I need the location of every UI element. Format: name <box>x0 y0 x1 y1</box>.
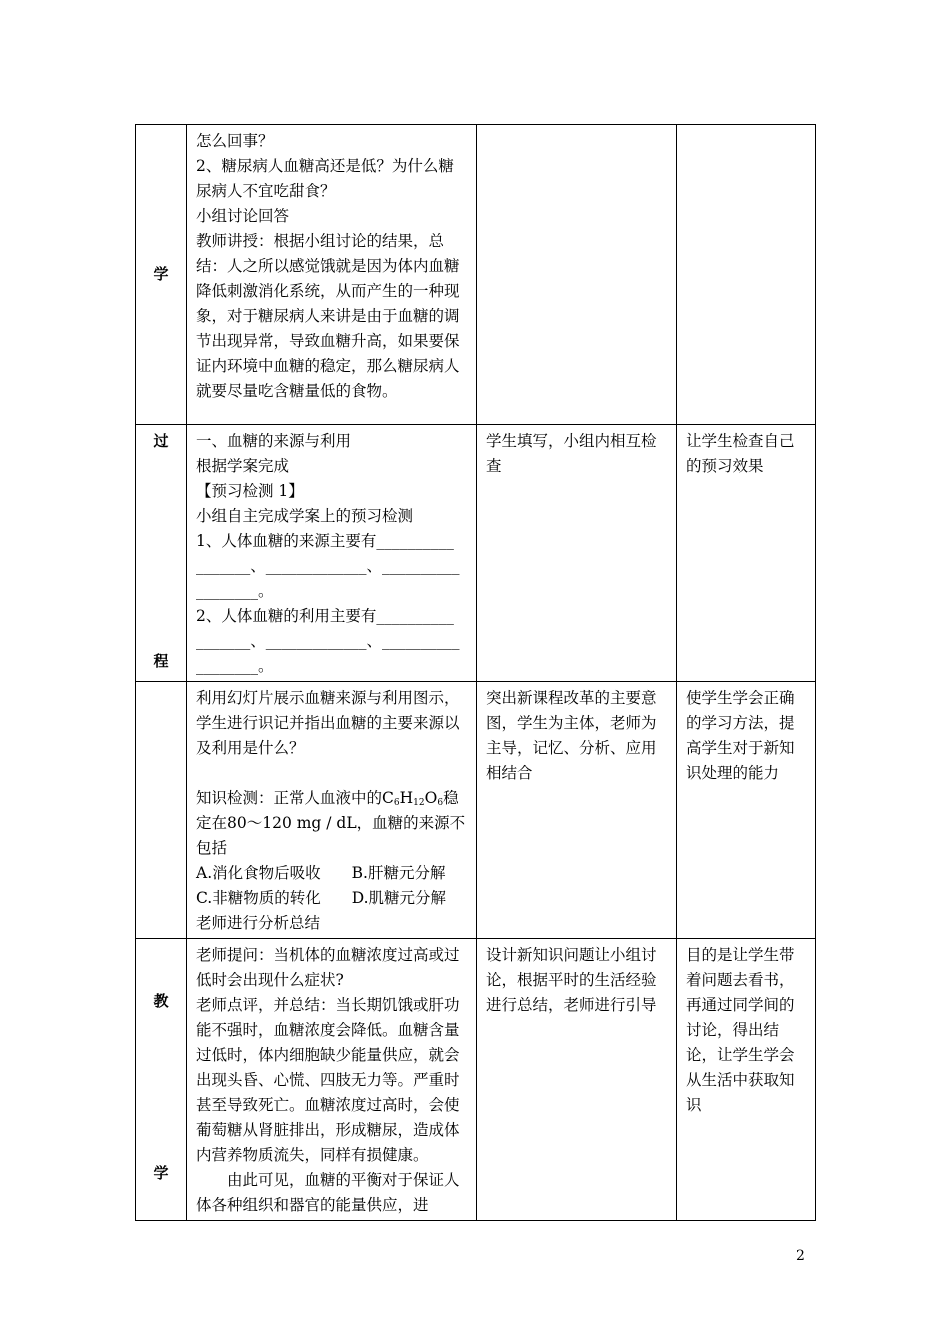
content-cell <box>187 939 477 1221</box>
option-line: A.消化食物后吸收 B.肝糖元分解 <box>196 864 446 882</box>
text-line: 由此可见，血糖的平衡对于保证人体各种组织和器官的能量供应，进 <box>196 1171 460 1214</box>
side-label-cell <box>136 682 187 939</box>
text-line: 【预习检测 1】 <box>196 482 304 500</box>
text-line: 一、血糖的来源与利用 <box>196 432 352 450</box>
text-line: 小组讨论回答 <box>196 207 290 225</box>
text-line: 老师提问：当机体的血糖浓度过高或过低时会出现什么症状? <box>196 946 460 989</box>
lesson-plan-table <box>135 124 816 1221</box>
side-label-jiao: 教 <box>153 992 169 1010</box>
side-label-xue: 学 <box>153 1164 169 1182</box>
side-label-cheng: 程 <box>153 652 169 670</box>
text-line: 1、人体血糖的来源主要有__________ <box>196 532 454 550</box>
content-cell <box>187 125 477 425</box>
activity-cell: 学生填写，小组内相互检查 <box>477 425 677 682</box>
intent-cell <box>677 125 816 425</box>
side-label-cell <box>136 125 187 425</box>
activity-cell: 突出新课程改革的主要意图，学生为主体，老师为主导，记忆、分析、应用相结合 <box>477 682 677 939</box>
blank-line <box>196 761 468 786</box>
text-line: 2、糖尿病人血糖高还是低？为什么糖尿病人不宜吃甜食？ <box>196 157 454 200</box>
text-line: 小组自主完成学案上的预习检测 <box>196 507 414 525</box>
text-line: ________。 <box>196 657 274 675</box>
table-row <box>136 425 816 682</box>
text-line: 2、人体血糖的利用主要有__________ <box>196 607 454 625</box>
side-label-cell <box>136 939 187 1221</box>
table-row <box>136 682 816 939</box>
intent-cell: 使学生学会正确的学习方法，提高学生对于新知识处理的能力 <box>677 682 816 939</box>
intent-cell: 让学生检查自己的预习效果 <box>677 425 816 682</box>
text-line: 老师进行分析总结 <box>196 914 321 932</box>
table-row <box>136 939 816 1221</box>
intent-cell: 目的是让学生带着问题去看书，再通过同学间的讨论，得出结论，让学生学会从生活中获取知识 <box>677 939 816 1221</box>
text-line: _______、_____________、__________ <box>196 632 460 650</box>
text-line: 老师点评，并总结：当长期饥饿或肝功能不强时，血糖浓度会降低。血糖含量过低时，体内细胞缺少能量供应，就会出现头昏、心慌、四肢无力等。严重时甚至导致死亡。血糖浓度过高时，会使葡萄糖从肾脏排出，形成糖尿，造成体内营养物质流失，同样有损健康。 <box>196 996 460 1164</box>
text-line: 教师讲授：根据小组讨论的结果，总结：人之所以感觉饿就是因为体内血糖降低刺激消化系统，从而产生的一种现象，对于糖尿病人来讲是由于血糖的调节出现异常，导致血糖升高，如果要保证内环境中血糖的稳定，那么糖尿病人就要尽量吃含糖量低的食物。 <box>196 232 460 400</box>
text-line: 根据学案完成 <box>196 457 290 475</box>
option-line: C.非糖物质的转化 D.肌糖元分解 <box>196 889 447 907</box>
side-label-xue: 学 <box>153 265 169 283</box>
table-row <box>136 125 816 425</box>
text-line: ________。 <box>196 582 274 600</box>
page-number: 2 <box>796 1248 805 1264</box>
formula-line: 知识检测：正常人血液中的$C_6H_{12}O_6$稳定在80～120 mg / dL，血糖的来源不包括 <box>196 789 466 857</box>
activity-cell: 设计新知识问题让小组讨论，根据平时的生活经验进行总结，老师进行引导 <box>477 939 677 1221</box>
text-line: 利用幻灯片展示血糖来源与利用图示，学生进行识记并指出血糖的主要来源以及利用是什么？ <box>196 689 460 757</box>
content-cell <box>187 682 477 939</box>
text-line: 怎么回事？ <box>196 132 274 150</box>
content-cell <box>187 425 477 682</box>
side-label-guo: 过 <box>153 432 169 450</box>
text-line: _______、_____________、__________ <box>196 557 460 575</box>
side-label-cell <box>136 425 187 682</box>
activity-cell <box>477 125 677 425</box>
